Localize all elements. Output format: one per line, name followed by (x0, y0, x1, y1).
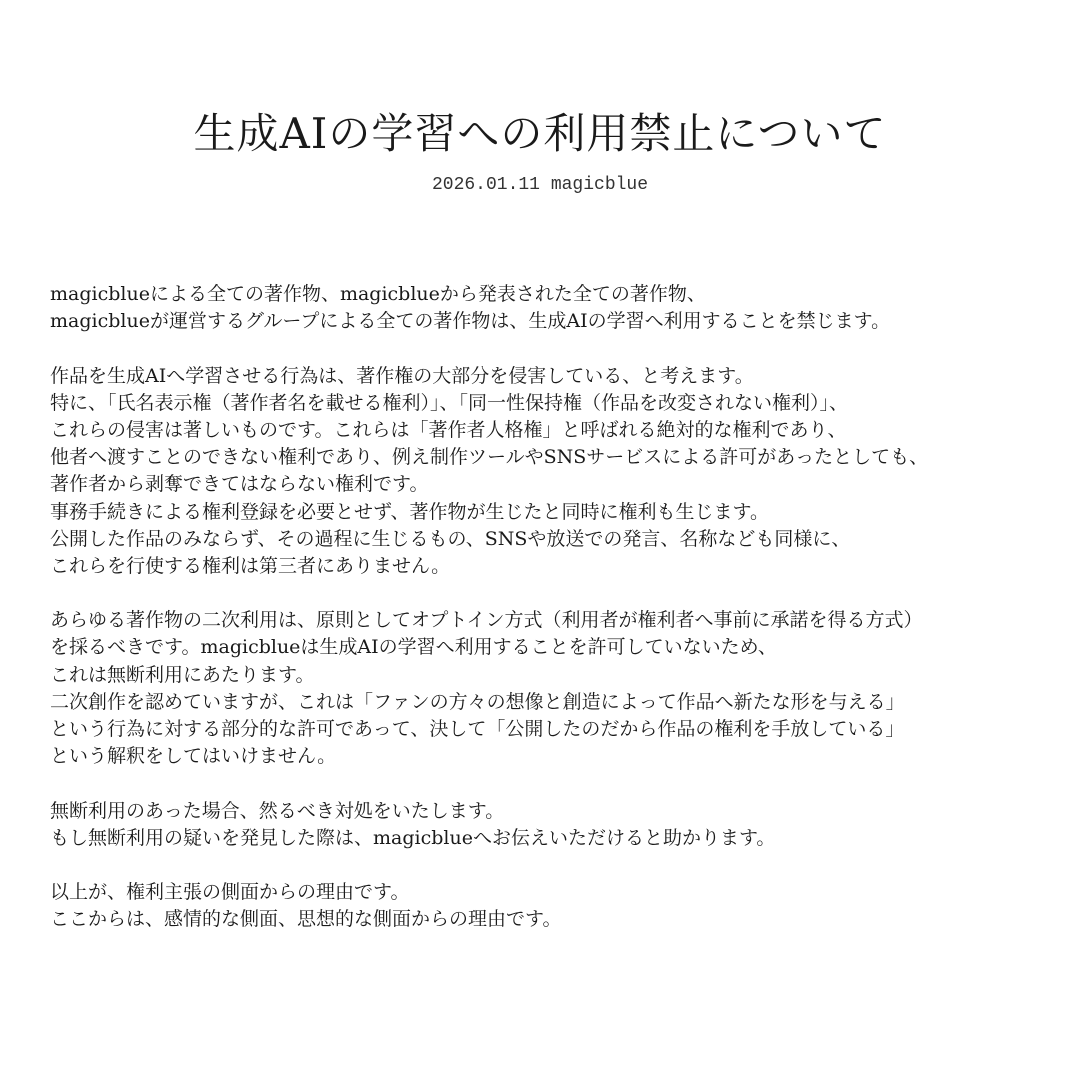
paragraph-5 (50, 879, 1050, 933)
text-line: 著作者から剥奪できてはならない権利です。 (50, 473, 429, 496)
text-line: 作品を生成AIへ学習させる行為は、著作権の大部分を侵害している、と考えます。 (50, 364, 754, 387)
text-line: 他者へ渡すことのできない権利であり、例え制作ツールやSNSサービスによる許可があったとしても、 (50, 446, 929, 469)
text-line: これらを行使する権利は第三者にありません。 (50, 554, 451, 577)
text-line: 無断利用のあった場合、然るべき対処をいたします。 (50, 799, 505, 822)
article-body (50, 281, 1050, 961)
text-line: 公開した作品のみならず、その過程に生じるもの、SNSや放送での発言、名称なども同様に、 (50, 527, 851, 550)
text-line: という解釈をしてはいけません。 (50, 745, 337, 768)
text-line: 二次創作を認めていますが、これは「ファンの方々の想像と創造によって作品へ新たな形を与える」 (50, 690, 905, 713)
page-title: 生成AIの学習への利用禁止について (193, 109, 887, 158)
text-line: もし無断利用の疑いを発見した際は、magicblueへお伝えいただけると助かります。 (50, 826, 776, 849)
text-line: これらの侵害は著しいものです。これらは「著作者人格権」と呼ばれる絶対的な権利であり、 (50, 418, 847, 441)
paragraph-2 (50, 363, 1050, 581)
text-line: magicblueが運営するグループによる全ての著作物は、生成AIの学習へ利用することを禁じます。 (50, 310, 891, 333)
text-line: あらゆる著作物の二次利用は、原則としてオプトイン方式（利用者が権利者へ事前に承諾を得る方式） (50, 609, 923, 632)
text-line: これは無断利用にあたります。 (50, 663, 315, 686)
paragraph-1 (50, 281, 1050, 335)
post-author: magicblue (550, 175, 649, 195)
paragraph-4 (50, 798, 1050, 852)
text-line: という行為に対する部分的な許可であって、決して「公開したのだから作品の権利を手放している」 (50, 718, 905, 740)
paragraph-3 (50, 607, 1050, 770)
text-line: ここからは、感情的な側面、思想的な側面からの理由です。 (50, 908, 562, 931)
text-line: 以上が、権利主張の側面からの理由です。 (50, 881, 410, 904)
text-line: 事務手続きによる権利登録を必要とせず、著作物が生じたと同時に権利も生じます。 (50, 500, 769, 523)
text-line: 特に、「氏名表示権（著作者名を載せる権利）」、「同一性保持権（作品を改変されない権利）」、 (50, 391, 849, 414)
text-line: を採るべきです。magicblueは生成AIの学習へ利用することを許可していないため、 (50, 636, 777, 659)
post-date: 2026.01.11 (431, 175, 540, 195)
post-meta (0, 173, 1080, 197)
text-line: magicblueによる全ての著作物、magicblueから発表された全ての著作物、 (50, 283, 706, 305)
